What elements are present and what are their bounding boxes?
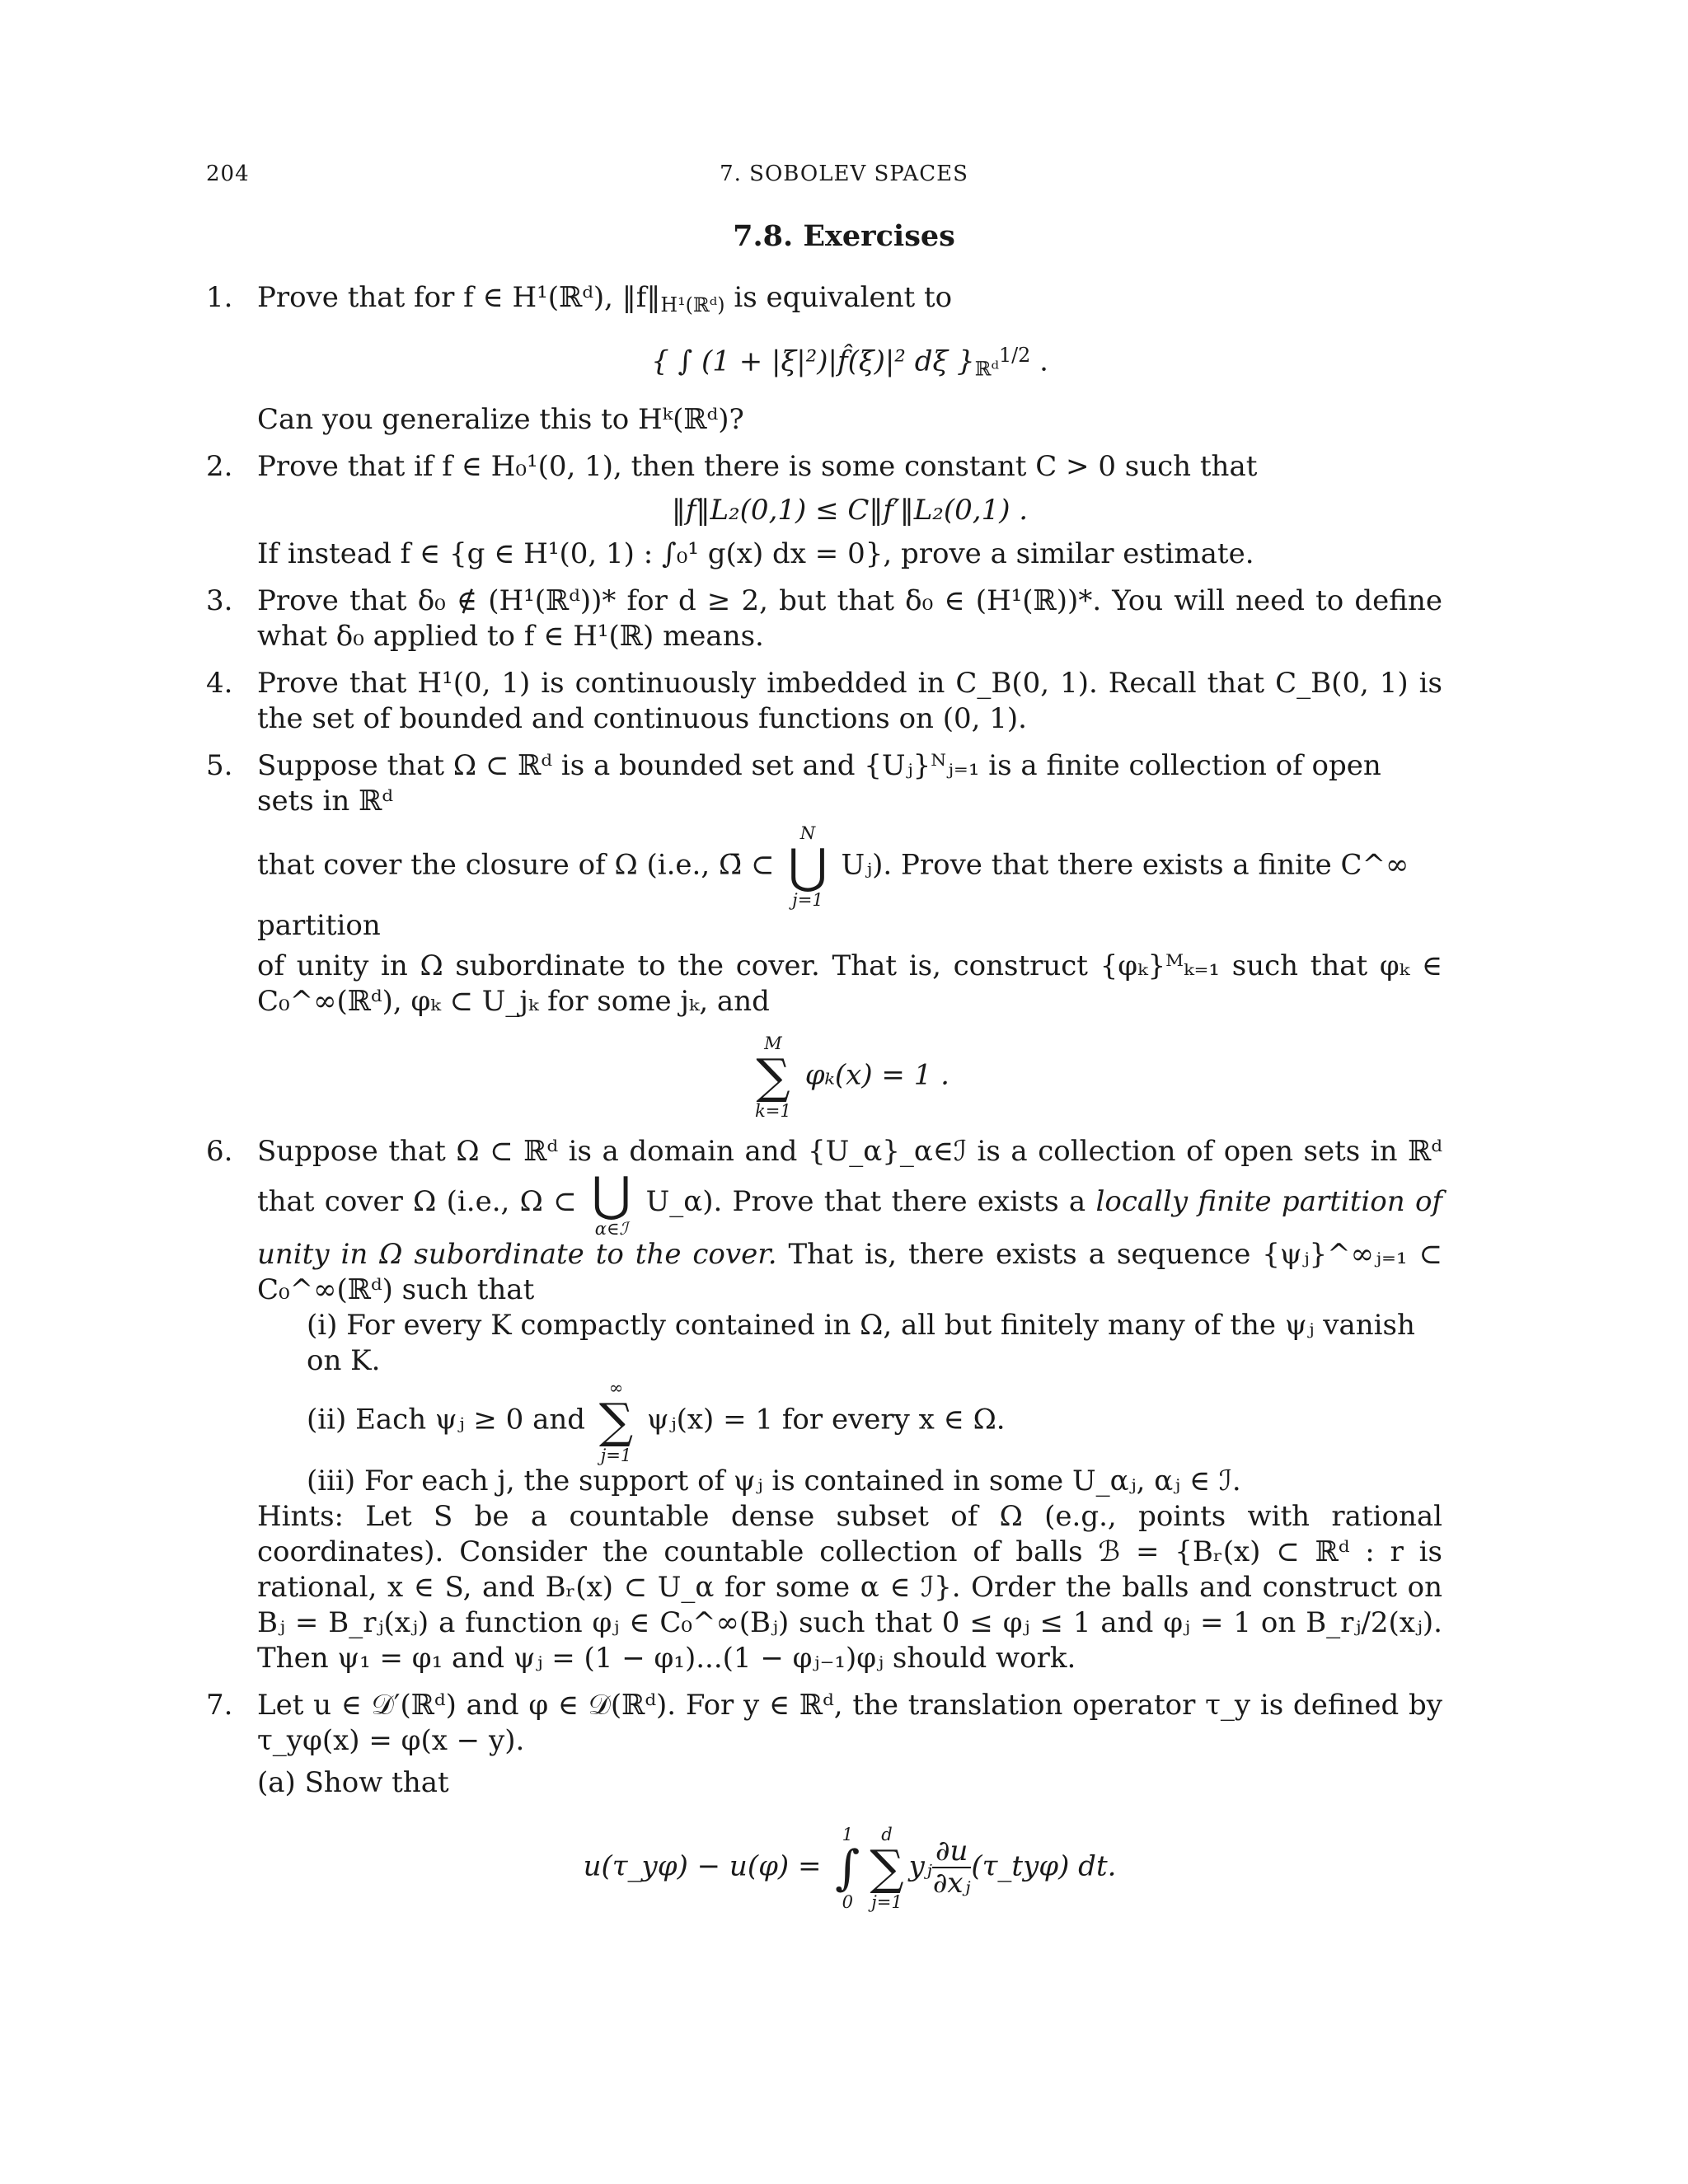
page-number: 204 — [206, 162, 250, 186]
integral-operator — [835, 1825, 860, 1910]
exercise-text: Prove that if f ∈ H₀¹(0, 1), then there is some constant C > 0 such that — [257, 449, 1258, 483]
sum-upper: M — [764, 1033, 782, 1054]
union-lower: α∈ℐ — [594, 1217, 628, 1239]
exercise-followup: Can you generalize this to Hᵏ(ℝᵈ)? — [257, 402, 744, 436]
exercise-number: 2. — [206, 449, 233, 483]
exercise-text: Prove that for f ∈ H¹(ℝᵈ), ‖f‖ — [257, 281, 661, 314]
sum-lower: j=1 — [600, 1444, 632, 1465]
part-label: (a) Show that — [257, 1765, 449, 1799]
exercise-number: 6. — [206, 1135, 233, 1169]
sum-operator — [870, 1825, 903, 1910]
exercise-followup: If instead f ∈ {g ∈ H¹(0, 1) : ∫₀¹ g(x) dx = 0}, prove a similar estimate. — [257, 537, 1254, 570]
exercise-number: 4. — [206, 666, 233, 700]
exercise-7 — [206, 1688, 1442, 1910]
running-title: 7. SOBOLEV SPACES — [720, 162, 968, 186]
display-equation — [257, 1825, 1442, 1910]
equation-body: { ∫ (1 + |ξ|²)|f̂(ξ)|² dξ } — [651, 344, 975, 378]
exercise-6 — [206, 1134, 1442, 1676]
exercise-text: of unity in Ω subordinate to the cover. That is, construct {φₖ}ᴹₖ₌₁ such that φₖ ∈ C₀^∞(ℝᵈ), φₖ ⊂ U_jₖ for some jₖ, and — [257, 949, 1442, 1019]
emphasis-text: locally finite partition of unity in Ω subordinate to the cover. — [257, 1185, 1442, 1271]
integral-lower: 0 — [842, 1891, 854, 1912]
exercise-3 — [206, 583, 1442, 654]
exercise-text: that cover the closure of Ω (i.e., Ω̄ ⊂ — [257, 847, 784, 881]
exercise-number: 5. — [206, 748, 233, 782]
equation-end: . — [1039, 344, 1048, 378]
union-upper: N — [799, 822, 816, 843]
exercise-1 — [206, 280, 1442, 438]
coefficient: yⱼ — [908, 1849, 932, 1883]
exercise-number: 7. — [206, 1688, 233, 1722]
display-equation — [257, 338, 1442, 387]
sum-operator — [598, 1376, 634, 1465]
exercise-text: Uⱼ). Prove that there exists a finite C^∞ partition — [257, 847, 1409, 943]
exercise-text: is equivalent to — [724, 281, 953, 314]
hints-text: Hints: Let S be a countable dense subset of Ω (e.g., points with rational coordinates). Consider the countable collection of balls ℬ = {Bᵣ(x) ⊂ ℝᵈ : r is rational, x ∈ S, and Bᵣ(x) ⊂ U_α for some α ∈ ℐ}. Order the balls and construct on Bⱼ = B_rⱼ(xⱼ) a function φⱼ ∈ C₀^∞(Bⱼ) such that 0 ≤ φⱼ ≤ 1 and φⱼ = 1 on B_rⱼ/2(xⱼ). Then ψ₁ = φ₁ and ψⱼ = (1 − φ₁)...(1 − φⱼ₋₁)φⱼ should work. — [257, 1499, 1442, 1675]
exercise-number: 3. — [206, 583, 233, 617]
exercise-text: Suppose that Ω ⊂ ℝᵈ is a bounded set and {Uⱼ}ᴺⱼ₌₁ is a finite collection of open sets in ℝᵈ — [257, 748, 1381, 818]
sum-symbol: ∑ — [756, 1048, 790, 1105]
section-title: 7.8. Exercises — [733, 219, 955, 253]
sum-lower: k=1 — [755, 1100, 791, 1122]
exercise-text: Suppose that Ω ⊂ ℝᵈ is a domain and {U_α}_α∈ℐ is a collection of open sets in ℝᵈ that cover Ω (i.e., Ω ⊂ — [257, 1135, 1442, 1219]
sum-symbol: ∑ — [870, 1839, 904, 1896]
exercise-5 — [206, 748, 1442, 1120]
sum-symbol: ∑ — [598, 1393, 634, 1450]
list-item: (i) For every K compactly contained in Ω, all but finitely many of the ψⱼ vanish on K. — [307, 1308, 1415, 1377]
sum-upper: ∞ — [608, 1376, 624, 1398]
norm-subscript: H¹(ℝᵈ) — [660, 293, 725, 316]
display-equation — [257, 1033, 1442, 1122]
union-symbol: ⋃ — [591, 1166, 631, 1223]
list-item: (ii) Each ψⱼ ≥ 0 and — [307, 1403, 594, 1436]
exercise-text: That is, there exists a sequence {ψⱼ}^∞ⱼ₌₁ ⊂ C₀^∞(ℝᵈ) such that — [257, 1237, 1442, 1306]
integral-upper: 1 — [842, 1823, 854, 1844]
exercise-number: 1. — [206, 281, 233, 314]
equation-tail: (τ_tyφ) dt. — [971, 1849, 1117, 1883]
exercise-4 — [206, 666, 1442, 737]
union-lower: j=1 — [792, 889, 823, 911]
union-operator — [788, 824, 827, 909]
sum-lower: j=1 — [871, 1891, 903, 1912]
fraction-denominator: ∂xⱼ — [932, 1867, 971, 1900]
sum-expression: φₖ(x) = 1 . — [795, 1058, 950, 1092]
exercise-text: Prove that δ₀ ∉ (H¹(ℝᵈ))* for d ≥ 2, but that δ₀ ∈ (H¹(ℝ))*. You will need to define what δ₀ applied to f ∈ H¹(ℝ) means. — [257, 583, 1442, 653]
display-equation: ‖f‖L₂(0,1) ≤ C‖f′‖L₂(0,1) . — [671, 493, 1029, 527]
partial-fraction — [932, 1836, 971, 1900]
exercise-text: Let u ∈ 𝒟′(ℝᵈ) and φ ∈ 𝒟(ℝᵈ). For y ∈ ℝᵈ, the translation operator τ_y is defined by τ_yφ(x) = φ(x − y). — [257, 1688, 1442, 1757]
exercise-2 — [206, 449, 1442, 572]
list-item: (iii) For each j, the support of ψⱼ is contained in some U_αⱼ, αⱼ ∈ ℐ. — [307, 1464, 1241, 1497]
union-operator — [591, 1166, 631, 1239]
sum-operator — [755, 1033, 791, 1122]
equation-lhs: u(τ_yφ) − u(φ) = — [583, 1849, 831, 1883]
exercise-text: U_α). Prove that there exists a — [635, 1185, 1096, 1219]
exercise-text: Prove that H¹(0, 1) is continuously imbedded in C_B(0, 1). Recall that C_B(0, 1) is the set of bounded and continuous functions on (0, 1). — [257, 666, 1442, 735]
exercise-list — [206, 280, 1442, 1925]
sum-upper: d — [881, 1823, 893, 1844]
integral-domain: ℝᵈ — [974, 357, 999, 381]
equation-power: 1/2 — [998, 343, 1031, 367]
fraction-numerator: ∂u — [932, 1836, 971, 1868]
integral-symbol: ∫ — [835, 1839, 860, 1896]
union-symbol: ⋃ — [788, 837, 828, 894]
list-item-text: ψⱼ(x) = 1 for every x ∈ Ω. — [638, 1403, 1006, 1436]
